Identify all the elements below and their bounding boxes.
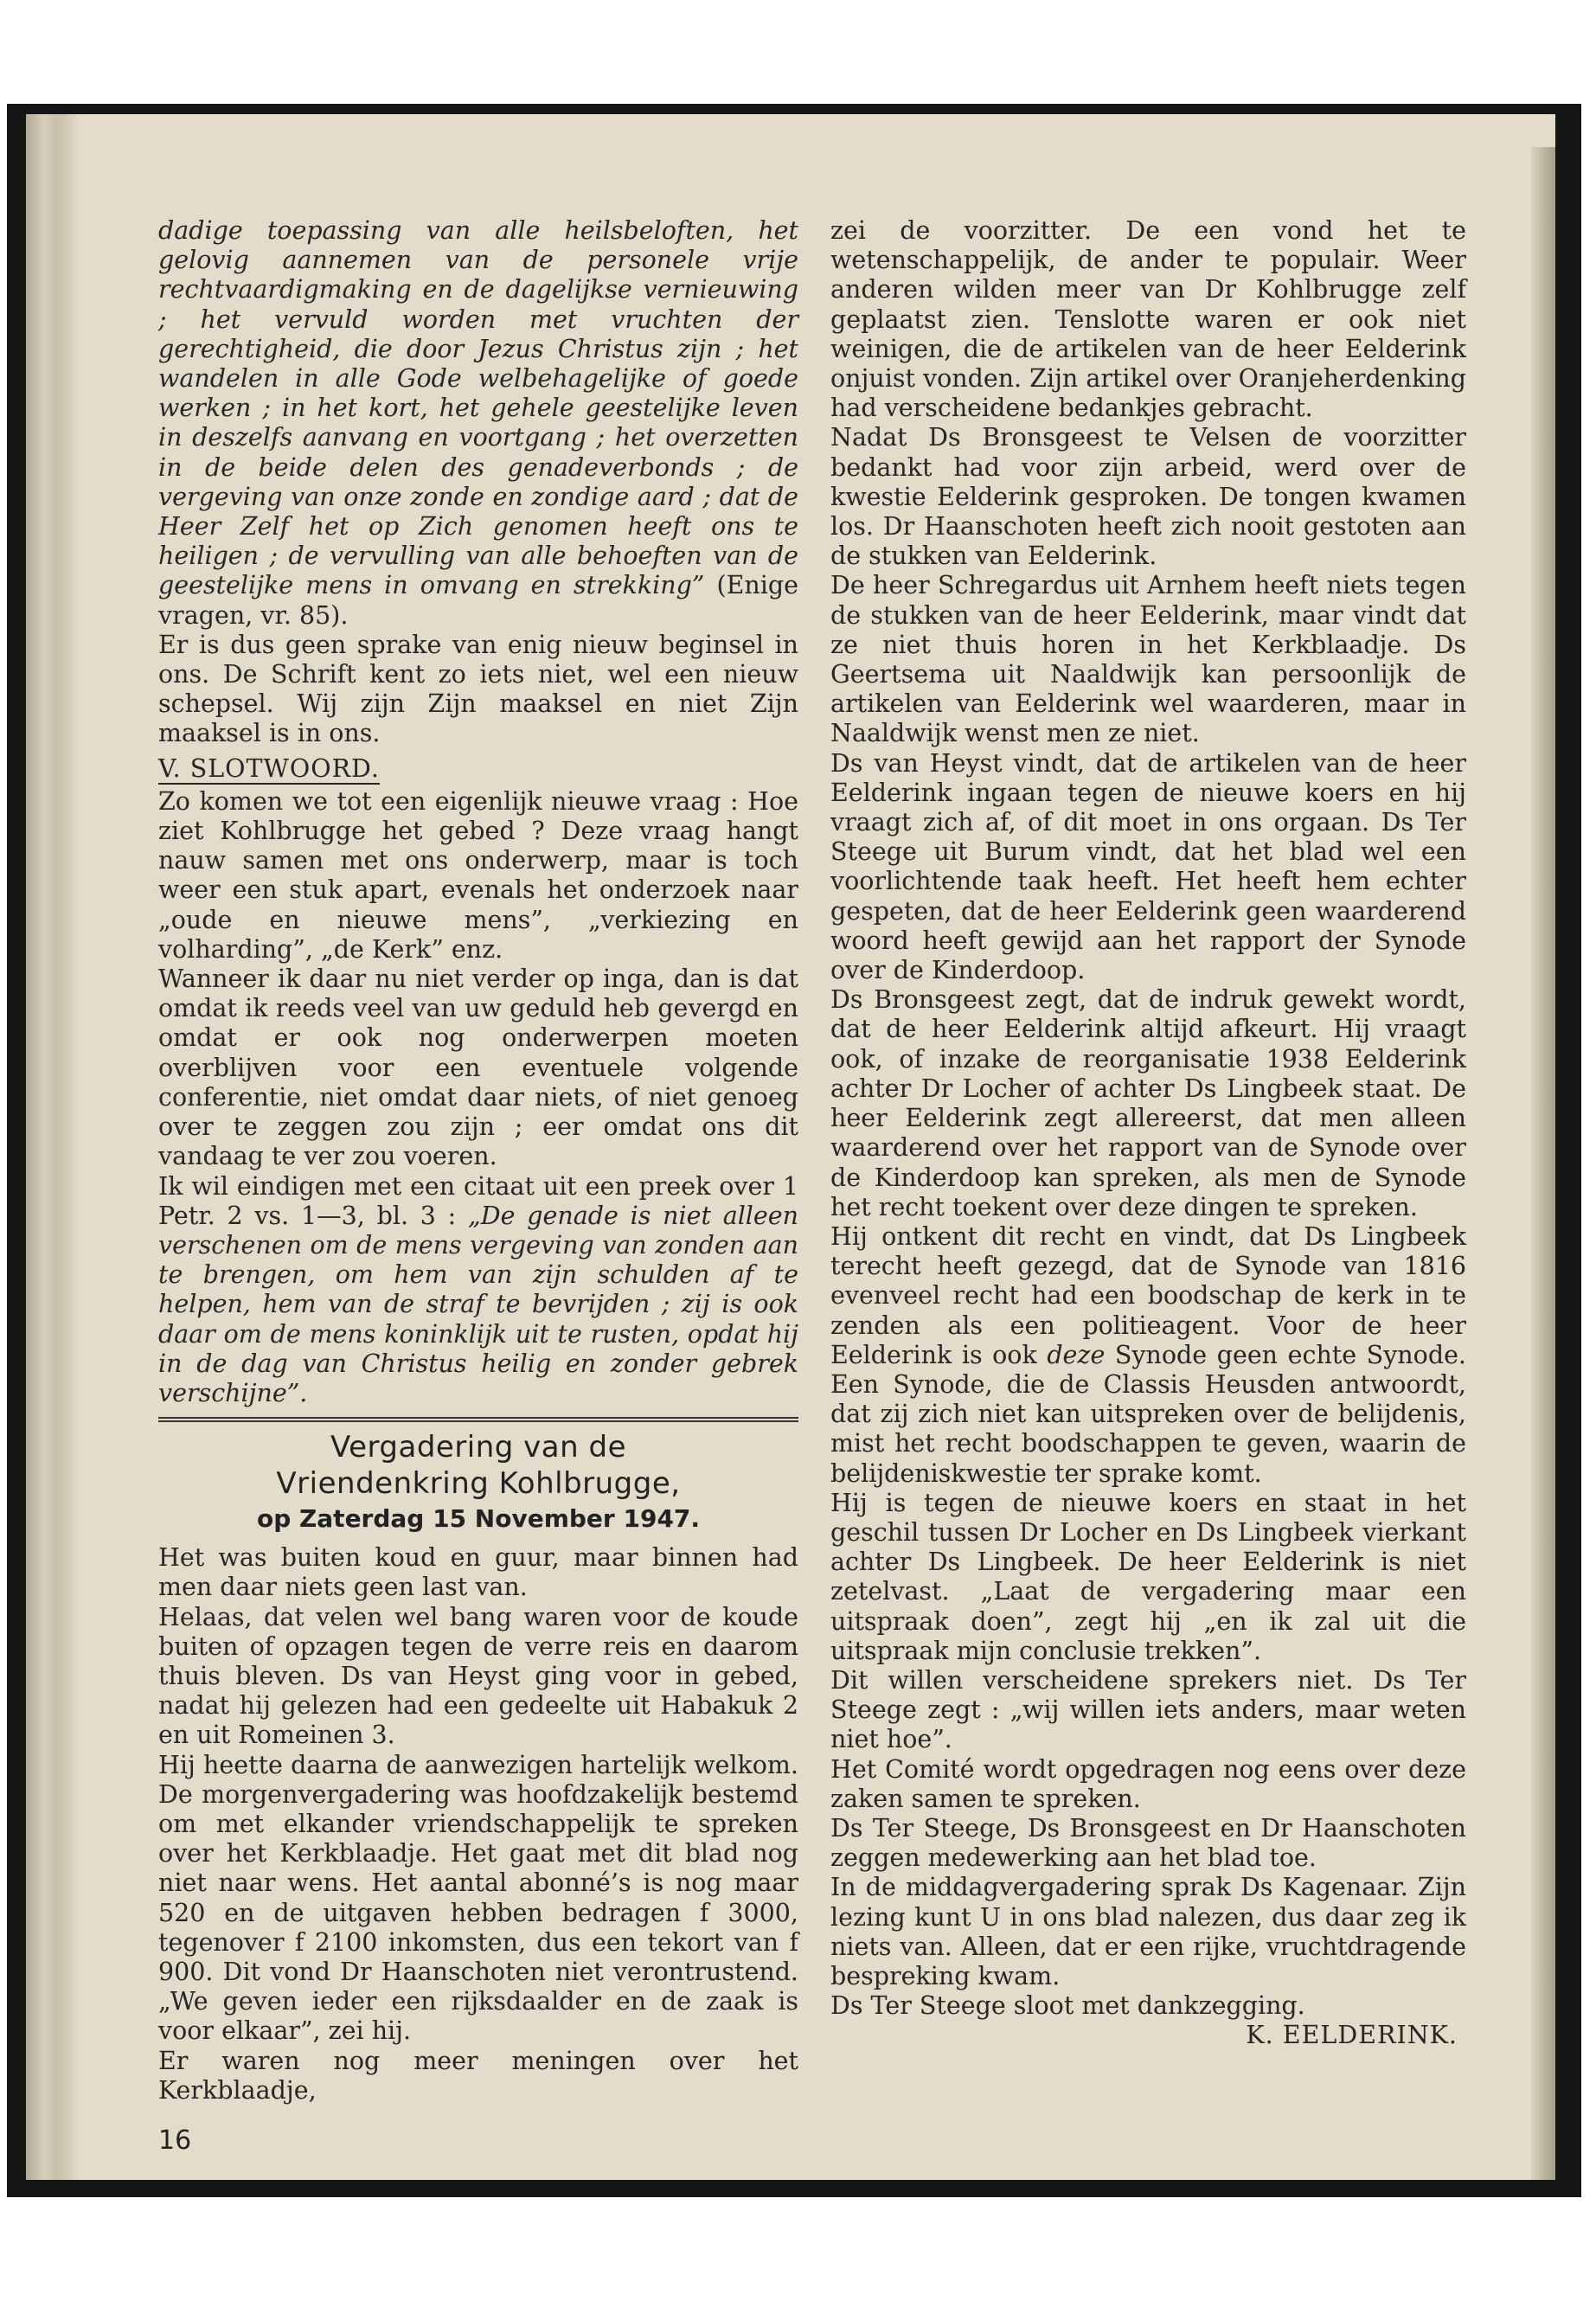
paragraph: Hij is tegen de nieuwe koers en staat in het geschil tussen Dr Locher en Ds Lingbeek vierkant achter Ds Lingbeek. De heer Eelderink is niet zetelvast. „Laat de vergadering maar een uitspraak doen”, zegt hij „en ik zal uit die uitspraak mijn conclusie trekken”. [830, 1488, 1466, 1665]
paragraph: zei de voorzitter. De een vond het te wetenschappelijk, de ander te populair. Weer anderen wilden meer van Dr Kohlbrugge zelf geplaatst zien. Tenslotte waren er ook niet weinigen, die de artikelen van de heer Eelderink onjuist vonden. Zijn artikel over Oranjeherdenking had verscheidene bedankjes gebracht. [830, 216, 1466, 423]
emphasis: deze [1047, 1340, 1106, 1369]
paragraph: Het Comité wordt opgedragen nog eens over deze zaken samen te spreken. [830, 1754, 1466, 1813]
closing-quote: „De genade is niet alleen verschenen om de mens vergeving van zonden aan te brengen, om hem van zijn schulden af te helpen, hem van de straf te bevrijden ; zij is ook daar om de mens koninklijk uit te rusten, opdat hij in de dag van Christus heilig en zonder gebrek verschijne”. [158, 1201, 799, 1407]
paragraph: Ds Bronsgeest zegt, dat de indruk gewekt wordt, dat de heer Eelderink altijd afkeurt. Hij vraagt ook, of inzake de reorganisatie 1938 Eelderink achter Dr Locher of achter Ds Lingbeek staat. De heer Eelderink zegt allereerst, dat men alleen waarderend over het rapport van de Synode over de Kinderdoop kan spreken, als men de Synode het recht toekent over deze dingen te spreken. [830, 985, 1466, 1221]
paragraph-text: Synode geen echte Synode. Een Synode, die de Classis Heusden antwoordt, dat zij zich niet kan uitspreken over de belijdenis, mist het recht boodschappen te geven, waarin de belijdeniskwestie ter sprake komt. [830, 1340, 1466, 1488]
paragraph: Ds Ter Steege, Ds Bronsgeest en Dr Haanschoten zeggen medewerking aan het blad toe. [830, 1813, 1466, 1873]
paragraph: Helaas, dat velen wel bang waren voor de koude buiten of opzagen tegen de verre reis en daarom thuis bleven. Ds van Heyst ging voor in gebed, nadat hij gelezen had een gedeelte uit Habakuk 2 en uit Romeinen 3. [158, 1602, 798, 1750]
author-signature: K. EELDERINK. [1246, 2021, 1458, 2050]
quote-text: dadige toepassing van alle heilsbeloften, het gelovig aannemen van de personele vrije rechtvaardigmaking en de dagelijkse vernieuwing ; het vervuld worden met vruchten der gerechtigheid, die door Jezus Christus zijn ; het wandelen in alle Gode welbehagelijke of goede werken ; in het kort, het gehele geestelijke leven in deszelfs aanvang en voortgang ; het overzetten in de beide delen des genadeverbonds ; de vergeving van onze zonde en zondige aard ; dat de Heer Zelf het op Zich genomen heeft ons te heiligen ; de vervulling van alle behoeften van de geestelijke mens in omvang en strekking” [158, 216, 798, 600]
paragraph: In de middagvergadering sprak Ds Kagenaar. Zijn lezing kunt U in ons blad nalezen, dus daar zeg ik niets van. Alleen, dat er een rijke, vruchtdragende bespreking kwam. [830, 1873, 1466, 1990]
paragraph: De heer Schregardus uit Arnhem heeft niets tegen de stukken van de heer Eelderink, maar vindt dat ze niet thuis horen in het Kerkblaadje. Ds Geertsema uit Naaldwijk kan persoonlijk de artikelen van Eelderink wel waarderen, maar in Naaldwijk wenst men ze niet. [830, 571, 1466, 748]
page-number: 16 [158, 2125, 192, 2156]
section-heading-text: V. SLOTWOORD. [158, 753, 380, 783]
paragraph-text: Hij ontkent dit recht en vindt, dat Ds Lingbeek terecht heeft gezegd, dat de Synode van 1816 evenveel recht had een boodschap de kerk in te zenden als een politieagent. Voor de heer Eelderink is ook [830, 1221, 1466, 1369]
left-column [158, 216, 798, 2106]
paragraph-intro: Ik wil eindigen met een citaat uit een preek over 1 Petr. 2 vs. 1—3, bl. 3 : [158, 1171, 798, 1230]
paragraph: Nadat Ds Bronsgeest te Velsen de voorzitter bedankt had voor zijn arbeid, werd over de kwestie Eelderink gesproken. De tongen kwamen los. Dr Haanschoten heeft zich nooit gestoten aan de stukken van Eelderink. [830, 423, 1466, 571]
paragraph: Er waren nog meer meningen over het Kerkblaadje, [158, 2046, 798, 2105]
paragraph: Zo komen we tot een eigenlijk nieuwe vraag : Hoe ziet Kohlbrugge het gebed ? Deze vraag hangt nauw samen met ons onderwerp, maar is toch weer een stuk apart, evenals het onderzoek naar „oude en nieuwe mens”, „verkiezing en volharding”, „de Kerk” enz. [158, 786, 798, 964]
paragraph: Wanneer ik daar nu niet verder op inga, dan is dat omdat ik reeds veel van uw geduld heb gevergd en omdat er ook nog onderwerpen moeten overblijven voor een eventuele volgende conferentie, niet omdat daar niets, of niet genoeg over te zeggen zou zijn ; eer omdat ons dit vandaag te ver zou voeren. [158, 965, 798, 1171]
quote-source: (Enige vragen, vr. 85). [158, 571, 798, 630]
paragraph: Het was buiten koud en guur, maar binnen had men daar niets geen last van. [158, 1543, 798, 1602]
paragraph: Ds van Heyst vindt, dat de artikelen van de heer Eelderink ingaan tegen de nieuwe koers en hij vraagt zich af, of dit moet in ons orgaan. Ds Ter Steege uit Burum vindt, dat het blad wel een voorlichtende taak heeft. Het heeft hem echter gespeten, dat de heer Eelderink geen waarderend woord heeft gewijd aan het rapport der Synode over de Kinderdoop. [830, 748, 1466, 985]
paragraph: Er is dus geen sprake van enig nieuw beginsel in ons. De Schrift kent zo iets niet, wel een nieuw schepsel. Wij zijn Zijn maaksel en niet Zijn maaksel is in ons. [158, 630, 798, 748]
page-binding [26, 114, 78, 2180]
paragraph [158, 216, 798, 631]
right-column [830, 216, 1466, 2051]
paragraph [158, 1172, 798, 1409]
article-title-line-1: Vergadering van de [330, 1430, 626, 1465]
page-edge [1531, 147, 1555, 2180]
article-date: op Zaterdag 15 November 1947. [256, 1504, 701, 1534]
section-heading [158, 754, 798, 784]
article-title-line-2: Vriendenkring Kohlbrugge, [276, 1466, 681, 1502]
paragraph: Dit willen verscheidene sprekers niet. Ds Ter Steege zegt : „wij willen iets anders, maar weten niet hoe”. [830, 1665, 1466, 1754]
paragraph [830, 1222, 1466, 1489]
paragraph: Ds Ter Steege sloot met dankzegging. [830, 1991, 1305, 2021]
paragraph: Hij heette daarna de aanwezigen hartelijk welkom. De morgenvergadering was hoofdzakelijk bestemd om met elkander vriendschappelijk te spreken over het Kerkblaadje. Het gaat met dit blad nog niet naar wens. Het aantal abonné’s is nog maar 520 en de uitgaven hebben bedragen f 3000, tegenover f 2100 inkomsten, dus een tekort van f 900. Dit vond Dr Haanschoten niet verontrustend. „We geven ieder een rijksdaalder en de zaak is voor elkaar”, zei hij. [158, 1750, 798, 2046]
divider [158, 1417, 798, 1422]
